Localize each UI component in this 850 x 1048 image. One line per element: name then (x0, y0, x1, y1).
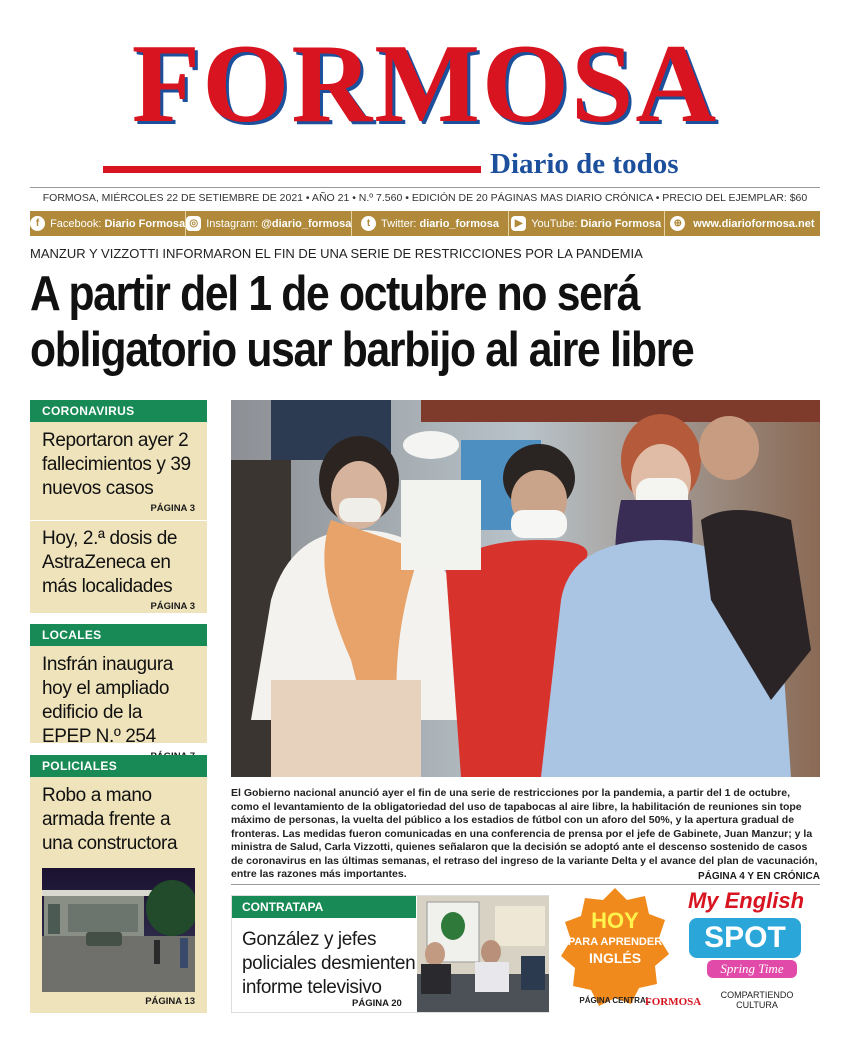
masthead-title: FORMOSA (131, 22, 719, 146)
page-ref: PÁGINA 13 (145, 996, 195, 1007)
section-label: POLICIALES (30, 755, 207, 777)
dateline: FORMOSA, MIÉRCOLES 22 DE SETIEMBRE DE 2021 • AÑO 21 • N.º 7.560 • EDICIÓN DE 20 PÁGINAS MAS DIARIO CRÓNICA • PRECIO DEL EJEMPLAR: $60 (42, 192, 808, 204)
social-youtube[interactable] (509, 211, 665, 236)
instagram-icon: ◎ (186, 216, 201, 231)
ad-brand-title: My English (687, 888, 805, 913)
ad-brand-spot: SPOT (704, 921, 786, 954)
section-label: LOCALES (30, 624, 207, 646)
facebook-icon: f (30, 216, 45, 231)
policiales-photo (42, 868, 195, 992)
main-headline[interactable] (30, 266, 717, 378)
section-label: CONTRATAPA (232, 896, 416, 918)
section-label: CORONAVIRUS (30, 400, 207, 422)
social-label: Instagram: (206, 217, 259, 230)
ad-badge-page: PÁGINA CENTRAL (579, 996, 651, 1005)
social-facebook[interactable] (30, 211, 186, 236)
twitter-icon: t (361, 216, 376, 231)
headline-line-1: A partir del 1 de octubre no será (30, 267, 640, 321)
social-label: YouTube: (531, 217, 578, 230)
social-twitter[interactable] (352, 211, 508, 236)
story-title: Hoy, 2.ª dosis de AstraZeneca en más localidades (42, 528, 178, 597)
page-ref: PÁGINA 3 (150, 601, 195, 612)
globe-icon: ⊕ (670, 216, 685, 231)
masthead-red-line (103, 166, 481, 173)
sidebar-coronavirus (30, 400, 207, 613)
social-website[interactable] (665, 211, 820, 236)
story-title: Insfrán inaugura hoy el ampliado edificio de la EPEP N.º 254 (42, 654, 173, 747)
social-handle: @diario_formosa (261, 217, 352, 230)
story-title: Robo a mano armada frente a una constructora (42, 785, 178, 854)
ad-badge-hoy: HOY (591, 908, 639, 933)
social-bar (30, 211, 820, 236)
ad-brand-season: Spring Time (720, 961, 784, 976)
ad-formosa-logo: FORMOSA (645, 996, 702, 1008)
kicker: MANZUR Y VIZZOTTI INFORMARON EL FIN DE UNA SERIE DE RESTRICCIONES POR LA PANDEMIA (30, 246, 643, 261)
social-label: Facebook: (50, 217, 102, 230)
ad-badge-text: INGLÉS (588, 950, 642, 966)
sidebar-story[interactable] (30, 422, 207, 518)
top-rule (30, 187, 820, 188)
main-caption: El Gobierno nacional anunció ayer el fin de una serie de restricciones por la pandemia, a partir del 1 de octubre, como el levantamiento de la obligatoriedad del uso de tapabocas al aire libre, la habilitación de reuniones sin tope máximo de personas, la vuelta del público a los estadios de fútbol con un aforo del 50%, y la apertura gradual de fronteras. Las medidas fueron comunicadas en una conferencia de prensa por el jefe de Gabinete, Juan Manzur; y la ministra de Salud, Carla Vizzotti, quienes señalaron que la decisión se adoptó ante el descenso sostenido de casos de coronavirus en las últimas semanas, el retraso del ingreso de la variante Delta y el avance del plan de vacunación, entre las razones más importantes. (231, 787, 818, 880)
sidebar-story[interactable] (30, 523, 207, 616)
youtube-icon: ▶ (511, 216, 526, 231)
contratapa-photo (417, 896, 549, 1012)
main-photo (231, 400, 820, 777)
ad-tag-line: CULTURA (736, 1000, 778, 1010)
sidebar-policiales (30, 755, 207, 1013)
page-ref: PÁGINA 3 (150, 503, 195, 514)
social-instagram[interactable] (186, 211, 352, 236)
social-handle: Diario Formosa (580, 217, 662, 230)
story-title: Reportaron ayer 2 fallecimientos y 39 nuevos casos (42, 430, 191, 499)
divider (30, 520, 207, 521)
main-page-ref: PÁGINA 4 Y EN CRÓNICA (697, 871, 820, 882)
ad-badge-text: PARA APRENDER (567, 936, 663, 948)
sidebar-locales (30, 624, 207, 747)
ad-tag-line: COMPARTIENDO (720, 990, 794, 1000)
sidebar-story[interactable] (30, 777, 207, 1011)
page-ref: PÁGINA 20 (352, 998, 402, 1009)
social-handle: diario_formosa (419, 217, 499, 230)
masthead-tagline: Diario de todos (490, 148, 679, 180)
english-spot-ad[interactable] (557, 884, 822, 1014)
social-handle: www.diarioformosa.net (693, 217, 815, 230)
headline-line-2: obligatorio usar barbijo al aire libre (30, 323, 694, 377)
ad-brand-tag (707, 990, 807, 1010)
story-title: González y jefes policiales desmienten informe televisivo (242, 929, 416, 998)
social-handle: Diario Formosa (104, 217, 186, 230)
contratapa-box[interactable] (231, 895, 549, 1013)
sidebar-story[interactable] (30, 646, 207, 766)
social-label: Twitter: (381, 217, 417, 230)
